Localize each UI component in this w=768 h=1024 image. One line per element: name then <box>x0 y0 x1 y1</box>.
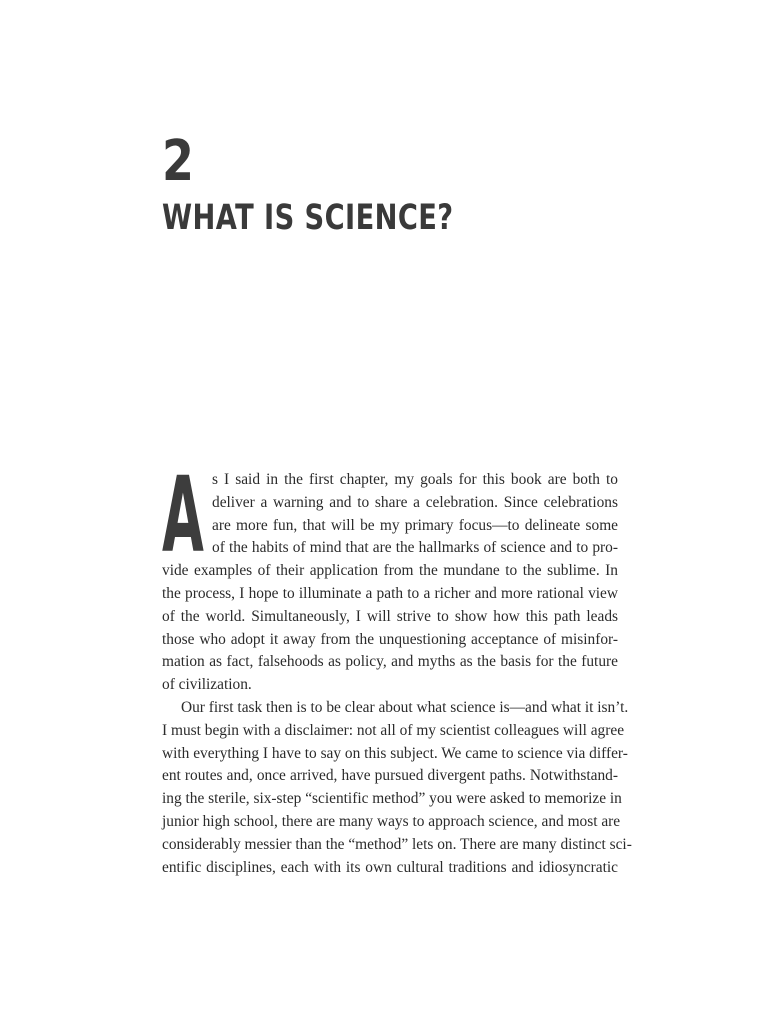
text-line: vide examples of their application from the mundane to the sublime. In <box>162 562 618 580</box>
text-line: s I said in the first chapter, my goals for this book are both to <box>212 471 618 488</box>
paragraph-1 <box>162 454 618 697</box>
text-line: entific disciplines, each with its own cultural traditions and idiosyncratic <box>162 858 618 876</box>
text-line: Our first task then is to be clear about what science is—and what it isn’t. <box>181 698 629 716</box>
text-line: ent routes and, once arrived, have pursued divergent paths. Notwithstand- <box>162 767 618 785</box>
drop-cap: A <box>162 454 204 576</box>
text-line: deliver a warning and to share a celebration. Since celebrations <box>212 493 618 511</box>
chapter-title: WHAT IS SCIENCE? <box>162 198 454 238</box>
text-line: considerably messier than the “method” lets on. There are many distinct sci- <box>162 835 632 853</box>
text-line: ing the sterile, six-step “scientific method” you were asked to memorize in <box>162 790 622 808</box>
text-line: those who adopt it away from the unquestioning acceptance of misinfor- <box>162 630 618 648</box>
body-text <box>162 454 632 879</box>
text-line: mation as fact, falsehoods as policy, and myths as the basis for the future <box>162 653 618 671</box>
text-line: of civilization. <box>162 676 252 694</box>
text-line: of the habits of mind that are the hallmarks of science and to pro- <box>212 539 618 557</box>
text-line: with everything I have to say on this subject. We came to science via differ- <box>162 744 628 762</box>
text-line: the process, I hope to illuminate a path to a richer and more rational view <box>162 584 618 602</box>
drop-cap-container <box>162 454 212 576</box>
text-line: junior high school, there are many ways to approach science, and most are <box>162 812 621 830</box>
text-line: of the world. Simultaneously, I will strive to show how this path leads <box>162 607 618 625</box>
text-line: are more fun, that will be my primary focus—to delineate some <box>212 516 618 534</box>
paragraph-2 <box>162 697 632 879</box>
chapter-number: 2 <box>162 129 195 194</box>
text-line: I must begin with a disclaimer: not all of my scientist colleagues will agree <box>162 721 625 739</box>
